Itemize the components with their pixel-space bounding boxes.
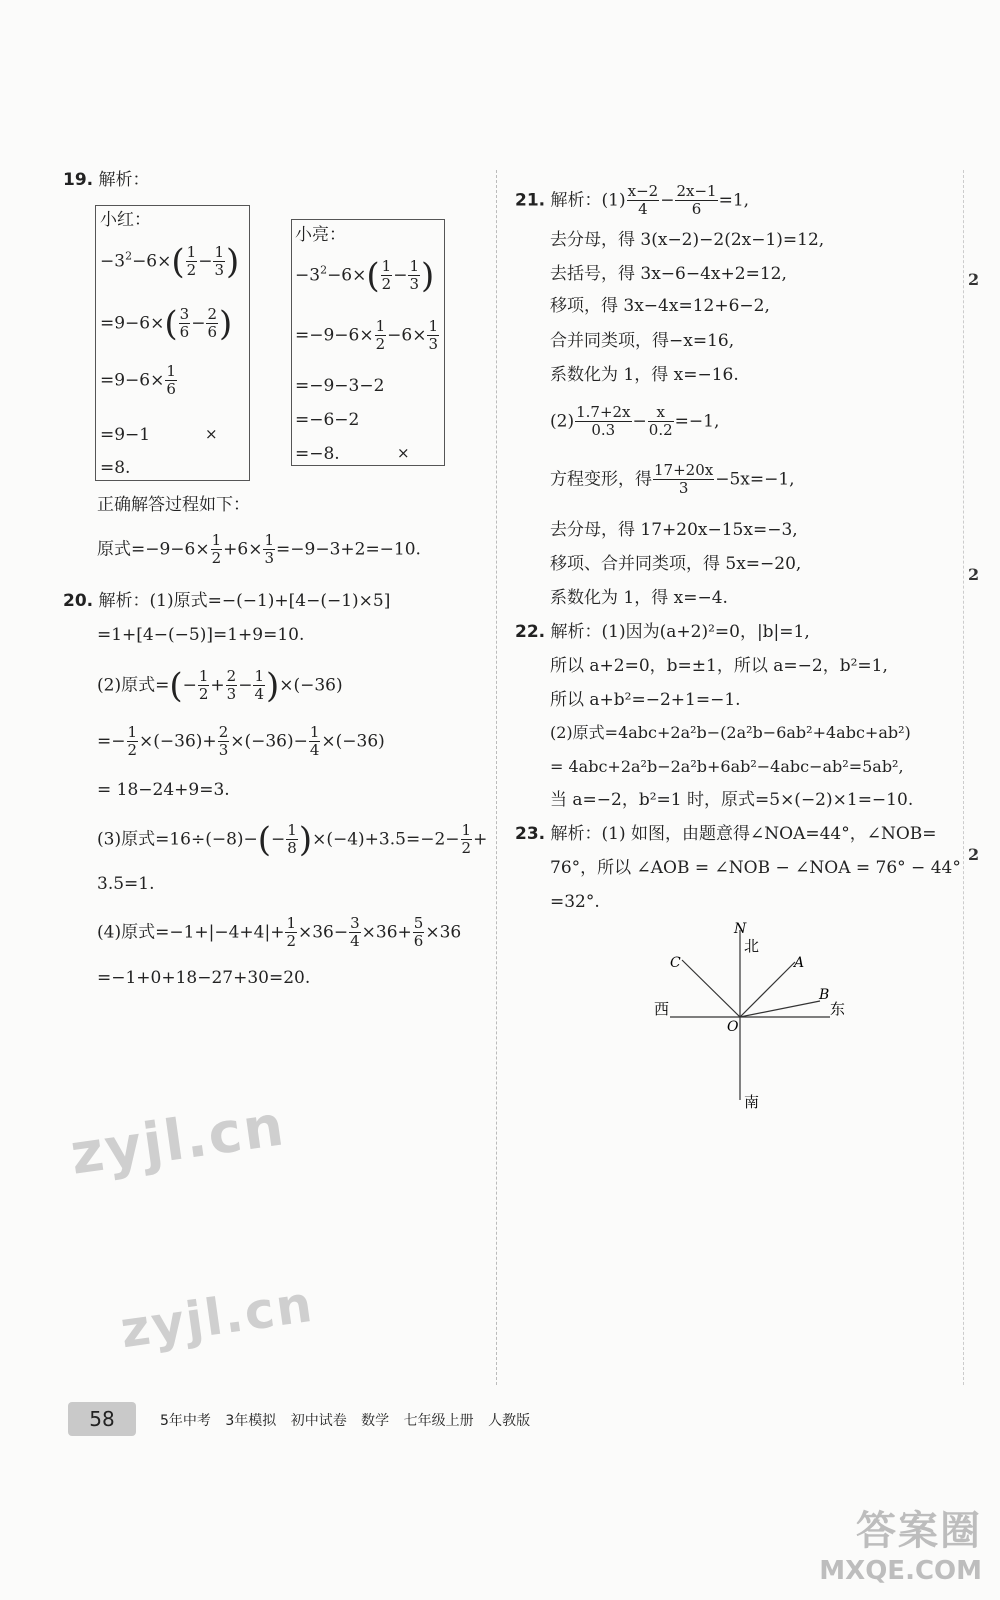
xiaoliang-line2: =−9−6× $\frac{1}{2}$ −6× $\frac{1}{3}$ (295, 317, 439, 354)
xiaoliang-line1: $-3^2-6\times$( $\frac{1}{2}$ − $\frac{1}{3}$ ) (295, 255, 435, 296)
compass-diagram (640, 915, 860, 1115)
q19-number: 19. (63, 170, 94, 190)
q22-line1: 22. 解析：(1)因为(a+2)²=0，|b|=1, (515, 622, 810, 642)
xiaoliang-title: 小亮： (295, 225, 346, 245)
q21-line4: 移项，得 3x−4x=12+6−2, (550, 296, 770, 316)
xiaoliang-line3: =−9−3−2 (295, 376, 385, 396)
footer-book-title: 5年中考 3年模拟 初中试卷 数学 七年级上册 人教版 (160, 1413, 531, 1429)
xiaohong-line4: =9−1 (100, 425, 151, 445)
label-south: 南 (744, 1093, 760, 1111)
q22-line6: 当 a=−2，b²=1 时，原式=5×(−2)×1=−10. (550, 790, 914, 810)
xiaohong-title: 小红： (100, 210, 151, 230)
q19-solution: 原式=−9−6× $\frac{1}{2}$ +6× $\frac{1}{3}$ =−9−3+2=−10. (97, 531, 421, 568)
corner-watermark-top: 答案圈 (856, 1508, 982, 1554)
edge-mark-2: 2 (968, 565, 980, 584)
q20-line4: =− $\frac{1}{2}$ ×(−36)+ $\frac{2}{3}$ ×(−36)− $\frac{1}{4}$ ×(−36) (97, 723, 385, 760)
ray-OA (740, 962, 795, 1017)
label-C: C (670, 955, 681, 971)
edge-mark-3: 2 (968, 845, 980, 864)
q20-line8: (4)原式=−1+|−4+4|+ $\frac{1}{2}$ ×36− $\frac{3}{4}$ ×36+ $\frac{5}{6}$ ×36 (97, 914, 462, 951)
label-west: 西 (654, 1000, 670, 1018)
ray-OC (682, 960, 740, 1017)
q21-line8: 方程变形，得 $\frac{17+20x}{3}$ −5x=−1, (550, 461, 795, 498)
column-divider (496, 170, 497, 1385)
xiaoliang-line5: =−8. (295, 444, 340, 464)
q20-line2: =1+[4−(−5)]=1+9=10. (97, 625, 305, 645)
watermark-2: zyjl.cn (116, 1274, 318, 1360)
q21-line6: 系数化为 1，得 x=−16. (550, 365, 739, 385)
page-number: 58 (68, 1402, 136, 1436)
q21-line9: 去分母，得 17+20x−15x=−3, (550, 520, 798, 540)
label-B: B (819, 987, 830, 1003)
corner-watermark-bottom: MXQE.COM (819, 1556, 982, 1586)
edge-mark-1: 2 (968, 270, 980, 289)
q23-line3: =32°. (550, 892, 600, 912)
q22-line5: = 4abc+2a²b−2a²b+6ab²−4abc−ab²=5ab², (550, 757, 904, 776)
q20-line1: 20. 解析：(1)原式=−(−1)+[4−(−1)×5] (63, 591, 391, 611)
q23-line1: 23. 解析：(1) 如图，由题意得∠NOA=44°，∠NOB= (515, 824, 937, 844)
q20-line3: (2)原式=(− $\frac{1}{2}$ + $\frac{2}{3}$ − $\frac{1}{4}$ )×(−36) (97, 665, 343, 706)
q21-line10: 移项、合并同类项，得 5x=−20, (550, 554, 802, 574)
xiaohong-line2: =9−6×( $\frac{3}{6}$ − $\frac{2}{6}$ ) (100, 303, 233, 344)
label-O: O (727, 1019, 739, 1035)
q19-heading (63, 172, 150, 189)
q22-line2: 所以 a+2=0，b=±1，所以 a=−2，b²=1, (550, 656, 888, 676)
watermark-1: zyjl.cn (66, 1093, 290, 1188)
xiaohong-line3: =9−6× $\frac{1}{6}$ (100, 362, 176, 399)
xiaoliang-line4: =−6−2 (295, 410, 360, 430)
q21-line5: 合并同类项，得−x=16, (550, 331, 735, 351)
ray-OB (740, 1001, 820, 1017)
q22-line4: (2)原式=4abc+2a²b−(2a²b−6ab²+4abc+ab²) (550, 723, 911, 742)
q23-line2: 76°，所以 ∠AOB = ∠NOB − ∠NOA = 76° − 44° (550, 858, 961, 878)
label-A: A (794, 955, 805, 971)
label-east: 东 (830, 1000, 846, 1018)
label-N: N (734, 921, 747, 937)
xiaohong-line5: =8. (100, 458, 131, 478)
q21-line1: 21. 解析：(1) $\frac{x-2}{4}$ − $\frac{2x-1}{6}$ =1, (515, 182, 750, 219)
xiaoliang-wrong-mark: × (397, 444, 410, 462)
q20-line5: = 18−24+9=3. (97, 780, 230, 800)
xiaohong-line1: $-3^2-6\times$( $\frac{1}{2}$ − $\frac{1}{3}$ ) (100, 241, 240, 282)
q21-line2: 去分母，得 3(x−2)−2(2x−1)=12, (550, 230, 825, 250)
q20-line7: 3.5=1. (97, 874, 155, 894)
corner-watermark (819, 1499, 982, 1586)
q21-line3: 去括号，得 3x−6−4x+2=12, (550, 264, 787, 284)
q19-correct-label: 正确解答过程如下： (97, 495, 250, 515)
xiaohong-wrong-mark: × (205, 425, 218, 443)
q20-line6: (3)原式=16÷(−8)−(− $\frac{1}{8}$ )×(−4)+3.5=−2− $\frac{1}{2}$ + (97, 819, 488, 860)
q21-line11: 系数化为 1，得 x=−4. (550, 588, 728, 608)
q19-head: 解析： (98, 170, 150, 190)
q22-line3: 所以 a+b²=−2+1=−1. (550, 690, 741, 710)
q20-line9: =−1+0+18−27+30=20. (97, 968, 311, 988)
q21-line7: (2) $\frac{1.7+2x}{0.3}$ − $\frac{x}{0.2}$ =−1, (550, 403, 720, 440)
label-north: 北 (744, 937, 760, 955)
page-edge-divider (963, 170, 964, 1385)
